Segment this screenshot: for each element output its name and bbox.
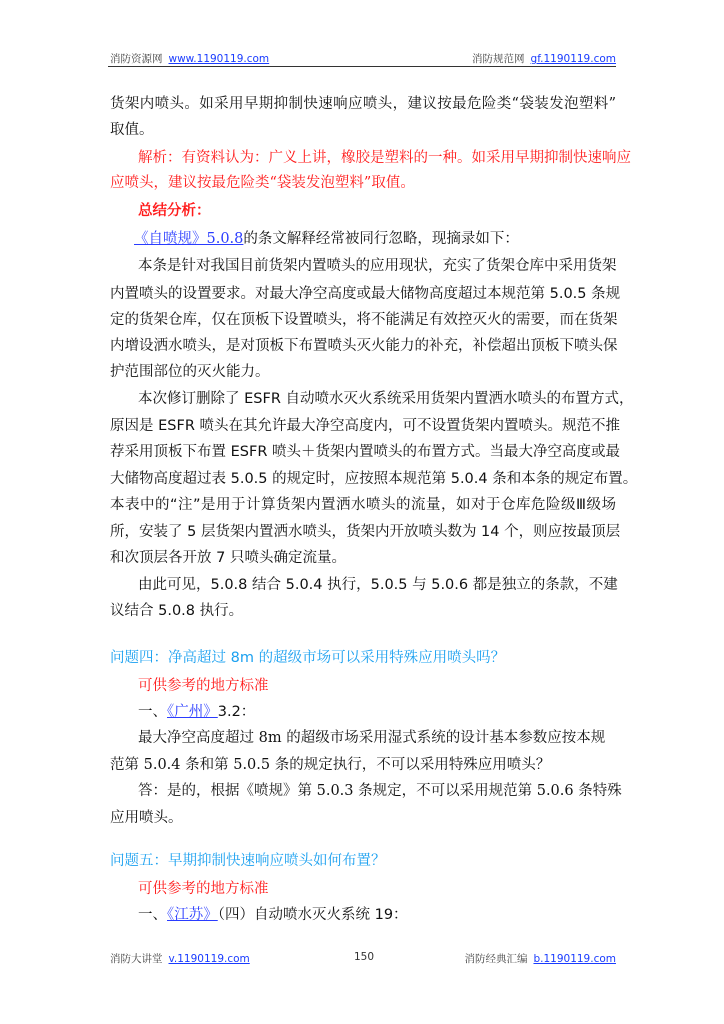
header-left-link[interactable]: www.1190119.com: [168, 53, 270, 65]
footer-left-link[interactable]: v.1190119.com: [168, 953, 250, 965]
text-line: 本次修订删除了 ESFR 自动喷水灭火系统采用货架内置洒水喷头的布置方式，: [138, 391, 634, 407]
jiangsu-link[interactable]: 《江苏》: [167, 907, 218, 923]
item-prefix: 一、: [138, 704, 167, 720]
text-line: 内置喷头的设置要求。对最大净空高度或最大储物高度超过本规范第 5.0.5 条规: [110, 286, 621, 302]
reference-line: [134, 229, 640, 249]
text-line: 荐采用顶板下布置 ESFR 喷头＋货架内置喷头的布置方式。当最大净空高度或最: [110, 444, 620, 460]
text-line: 取值。: [110, 122, 154, 138]
answer-line: 应用喷头。: [110, 810, 183, 826]
text-line: 所，安装了 5 层货架内置洒水喷头，货架内开放喷头数为 14 个，则应按最顶层: [110, 524, 621, 540]
standard-item: [138, 905, 644, 925]
text-line: 和次顶层各开放 7 只喷头确定流量。: [110, 550, 346, 566]
text-line: 大储物高度超过表 5.0.5 的规定时，应按照本规范第 5.0.4 条和本条的规定布置。: [110, 471, 638, 487]
footer-right-link[interactable]: b.1190119.com: [533, 953, 616, 965]
text-line: 本条是针对我国目前货架内置喷头的应用现状，充实了货架仓库中采用货架: [138, 258, 617, 274]
local-standard-heading: 可供参考的地方标准: [138, 881, 269, 897]
header-site-name: 消防资源网: [110, 53, 163, 65]
text-line: 本表中的“注”是用于计算货架内置洒水喷头的流量，如对于仓库危险级Ⅲ级场: [110, 497, 616, 513]
text-line: 原因是 ESFR 喷头在其允许最大净空高度内，可不设置货架内置喷头。规范不推: [110, 418, 620, 434]
standard-item: [138, 702, 644, 722]
header-right: [472, 51, 616, 66]
footer-site-name: 消防大讲堂: [110, 953, 163, 965]
text-line: 由此可见，5.0.8 结合 5.0.4 执行，5.0.5 与 5.0.6 都是独立的条款，不建: [138, 577, 618, 593]
footer-right: [464, 951, 616, 966]
item-suffix: （四）自动喷水灭火系统 19：: [217, 907, 408, 923]
reference-text: 的条文解释经常被同行忽略，现摘录如下：: [243, 231, 519, 247]
item-prefix: 一、: [138, 907, 167, 923]
text-line: 内增设洒水喷头，是对顶板下布置喷头灭火能力的补充，补偿超出顶板下喷头保: [110, 338, 618, 354]
text-line: 范第 5.0.4 条和第 5.0.5 条的规定执行，不可以采用特殊应用喷头？: [110, 757, 551, 773]
header-left: [110, 51, 269, 66]
local-standard-heading: 可供参考的地方标准: [138, 678, 269, 694]
text-line: 货架内喷头。如采用早期抑制快速响应喷头，建议按最危险类“袋装发泡塑料”: [110, 96, 616, 112]
header-right-link[interactable]: gf.1190119.com: [530, 53, 616, 65]
question-5-heading: 问题五：早期抑制快速响应喷头如何布置？: [110, 853, 386, 869]
header-site-name-right: 消防规范网: [472, 53, 525, 65]
analysis-line: 应喷头，建议按最危险类“袋装发泡塑料”取值。: [110, 175, 415, 191]
analysis-line: 解析：有资料认为：广义上讲，橡胶是塑料的一种。如采用早期抑制快速响应: [138, 150, 631, 166]
item-suffix: 3.2：: [217, 704, 256, 720]
page-number: 150: [354, 951, 375, 963]
text-line: 议结合 5.0.8 执行。: [110, 603, 244, 619]
reference-link[interactable]: 《自喷规》5.0.8: [134, 231, 244, 247]
text-line: 护范围部位的灭火能力。: [110, 364, 270, 380]
footer-left: [110, 951, 250, 966]
text-line: 定的货架仓库，仅在顶板下设置喷头，将不能满足有效控灭火的需要，而在货架: [110, 312, 618, 328]
guangzhou-link[interactable]: 《广州》: [167, 704, 218, 720]
text-line: 最大净空高度超过 8m 的超级市场采用湿式系统的设计基本参数应按本规: [138, 730, 606, 746]
answer-line: 答：是的，根据《喷规》第 5.0.3 条规定，不可以采用规范第 5.0.6 条特殊: [138, 783, 622, 799]
header-divider: [108, 66, 616, 67]
footer-site-name-right: 消防经典汇编: [464, 953, 528, 965]
summary-heading: 总结分析：: [138, 203, 211, 219]
question-4-heading: 问题四：净高超过 8m 的超级市场可以采用特殊应用喷头吗？: [110, 650, 506, 666]
